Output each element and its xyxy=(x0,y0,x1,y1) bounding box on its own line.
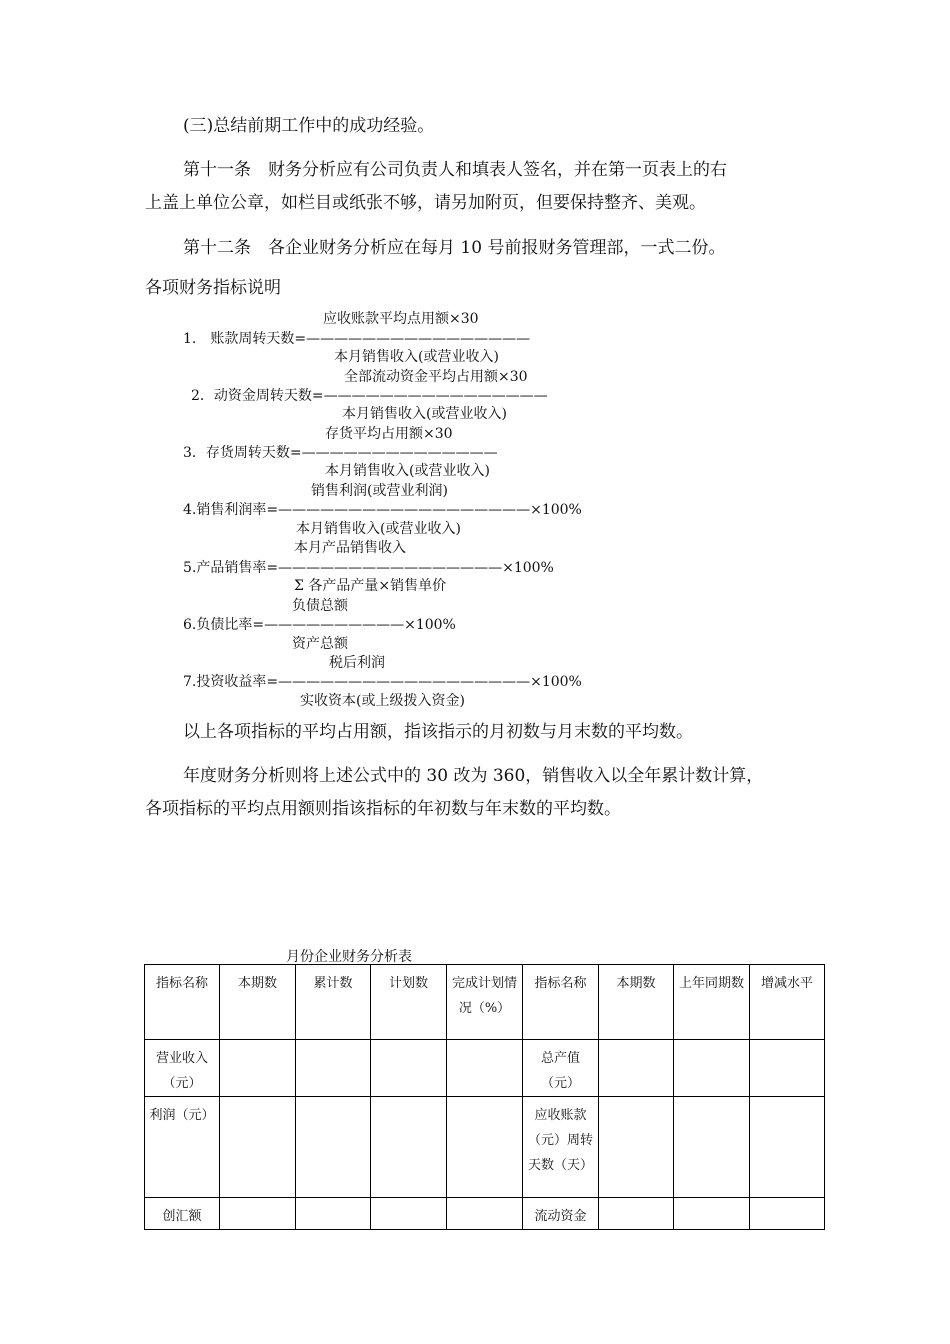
paragraph-article-12: 第十二条 各企业财务分析应在每月 10 号前报财务管理部，一式二份。 xyxy=(183,238,726,258)
table-cell xyxy=(750,1040,825,1097)
table-cell xyxy=(296,1097,371,1198)
formula-4-numerator: 销售利润(或营业利润) xyxy=(311,483,448,499)
table-cell xyxy=(296,1198,371,1230)
table-row xyxy=(145,1198,825,1230)
formula-4-label: 4.销售利润率=——————————————————×100% xyxy=(183,502,582,518)
formula-5-denominator: Σ 各产品产量×销售单价 xyxy=(294,578,447,594)
header-cell: 本期数 xyxy=(220,965,296,1040)
table-cell xyxy=(220,1040,296,1097)
formula-3-denominator: 本月销售收入(或营业收入) xyxy=(325,463,490,479)
paragraph-average-explanation: 以上各项指标的平均占用额，指该指示的月初数与月末数的平均数。 xyxy=(183,722,693,742)
formula-7-denominator: 实收资本(或上级拨入资金) xyxy=(300,693,465,709)
table-cell xyxy=(599,1040,674,1097)
formula-5-label: 5.产品销售率=————————————————×100% xyxy=(183,560,554,576)
formula-1-numerator: 应收账款平均点用额×30 xyxy=(323,311,479,327)
table-cell xyxy=(447,1198,523,1230)
header-cell: 上年同期数 xyxy=(674,965,750,1040)
table-cell xyxy=(599,1198,674,1230)
table-cell xyxy=(220,1097,296,1198)
table-row xyxy=(145,1040,825,1097)
paragraph-article-11-line1: 第十一条 财务分析应有公司负责人和填表人签名，并在第一页表上的右 xyxy=(183,160,727,180)
header-cell: 增减水平 xyxy=(750,965,825,1040)
section-heading: 各项财务指标说明 xyxy=(145,278,281,298)
formula-4-denominator: 本月销售收入(或营业收入) xyxy=(296,521,461,537)
formula-7-label: 7.投资收益率=——————————————————×100% xyxy=(183,674,582,690)
formula-1-label: 1. 账款周转天数=———————————————— xyxy=(183,331,531,347)
table-cell: 流动资金 xyxy=(523,1198,599,1230)
table-cell xyxy=(371,1040,447,1097)
table-cell xyxy=(220,1198,296,1230)
formula-1-denominator: 本月销售收入(或营业收入) xyxy=(334,349,499,365)
table-cell xyxy=(371,1097,447,1198)
formula-3-label: 3．存货周转天数=—————————————— xyxy=(183,445,498,461)
paragraph-annual-line2: 各项指标的平均点用额则指该指标的年初数与年末数的平均数。 xyxy=(145,799,621,819)
formula-3-numerator: 存货平均占用额×30 xyxy=(325,426,453,442)
formula-6-denominator: 资产总额 xyxy=(292,636,348,652)
formula-6-numerator: 负债总额 xyxy=(292,598,348,614)
header-cell: 计划数 xyxy=(371,965,447,1040)
table-cell: 总产值（元） xyxy=(523,1040,599,1097)
header-cell: 累计数 xyxy=(296,965,371,1040)
header-cell: 指标名称 xyxy=(145,965,220,1040)
table-cell xyxy=(674,1198,750,1230)
paragraph-success-experience: (三)总结前期工作中的成功经验。 xyxy=(183,116,435,136)
formula-7-numerator: 税后利润 xyxy=(329,655,385,671)
formula-5-numerator: 本月产品销售收入 xyxy=(294,540,406,556)
table-cell xyxy=(750,1097,825,1198)
table-cell: 利润（元） xyxy=(145,1097,220,1198)
table-cell: 创汇额 xyxy=(145,1198,220,1230)
header-cell: 指标名称 xyxy=(523,965,599,1040)
paragraph-annual-line1: 年度财务分析则将上述公式中的 30 改为 360，销售收入以全年累计数计算， xyxy=(183,766,764,786)
formula-2-numerator: 全部流动资金平均占用额×30 xyxy=(344,369,528,385)
table-cell xyxy=(296,1040,371,1097)
table-row xyxy=(145,1097,825,1198)
table-cell xyxy=(599,1097,674,1198)
formula-2-label: 2．动资金周转天数=———————————————— xyxy=(191,388,548,404)
formula-2-denominator: 本月销售收入(或营业收入) xyxy=(342,406,507,422)
table-cell xyxy=(674,1097,750,1198)
header-cell: 完成计划情况（%） xyxy=(447,965,523,1040)
table-cell: 营业收入（元） xyxy=(145,1040,220,1097)
table-title: 月份企业财务分析表 xyxy=(286,949,412,965)
header-cell: 本期数 xyxy=(599,965,674,1040)
table-cell xyxy=(750,1198,825,1230)
table-header-row xyxy=(145,965,825,1040)
table-cell xyxy=(447,1040,523,1097)
table-cell xyxy=(674,1040,750,1097)
formula-6-label: 6.负债比率=——————————×100% xyxy=(183,617,456,633)
financial-analysis-table xyxy=(144,964,825,1230)
table-cell xyxy=(371,1198,447,1230)
table-cell xyxy=(447,1097,523,1198)
table-cell: 应收账款（元）周转天数（天） xyxy=(523,1097,599,1198)
paragraph-article-11-line2: 上盖上单位公章，如栏目或纸张不够，请另加附页，但要保持整齐、美观。 xyxy=(145,193,706,213)
